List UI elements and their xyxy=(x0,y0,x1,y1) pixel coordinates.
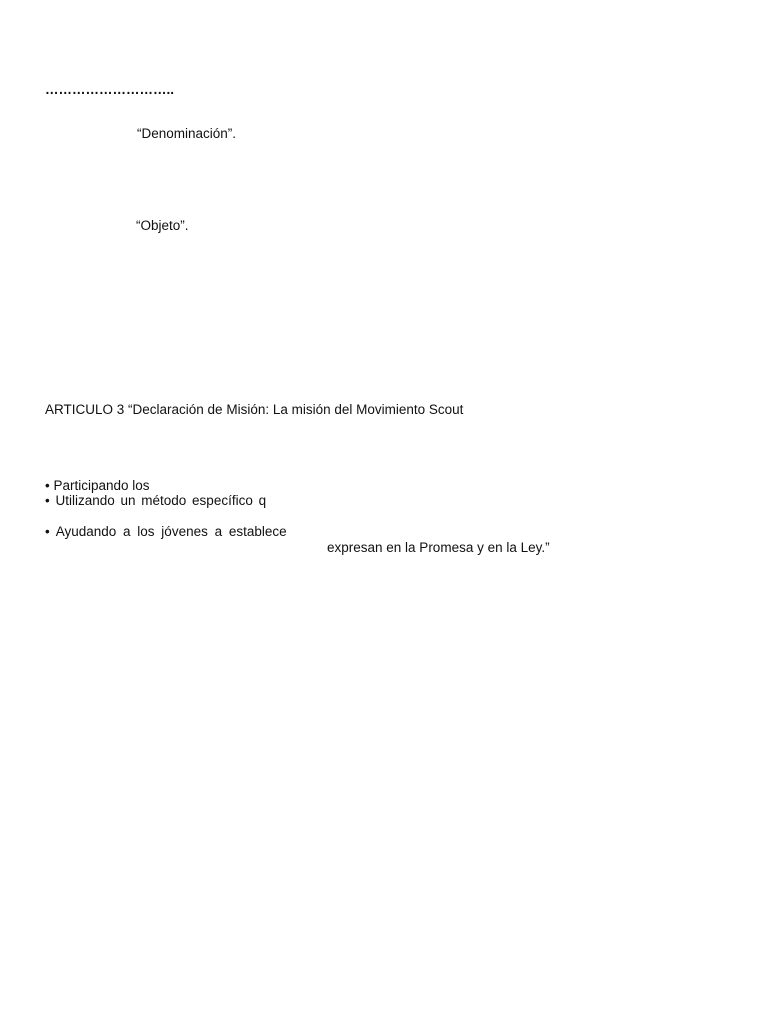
continuation-text: expresan en la Promesa y en la Ley.” xyxy=(327,540,550,555)
bullet-item: • Participando los xyxy=(45,478,150,493)
denominacion-heading: “Denominación”. xyxy=(137,126,237,141)
bullet-item: • Ayudando a los jóvenes a establece xyxy=(45,524,287,539)
articulo-3-text: ARTICULO 3 “Declaración de Misión: La misión del Movimiento Scout xyxy=(45,402,464,417)
objeto-heading: “Objeto”. xyxy=(136,218,189,233)
bullet-item: • Utilizando un método específico q xyxy=(45,493,267,508)
header-dots: ……………………….. xyxy=(45,82,175,97)
